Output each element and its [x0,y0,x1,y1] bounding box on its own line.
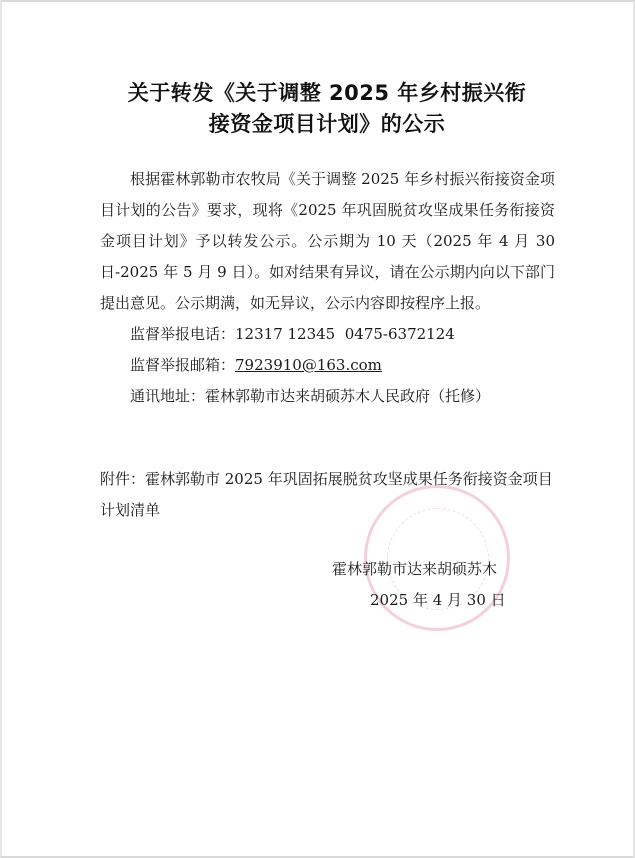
email-link[interactable]: 7923910@163.com [235,356,382,374]
attachment-note: 附件：霍林郭勒市 2025 年巩固拓展脱贫攻坚成果任务衔接资金项目计划清单 [100,470,553,519]
title-line-2: 接资金项目计划》的公示 [208,112,446,136]
title-line-1: 关于转发《关于调整 2025 年乡村振兴衔 [127,81,527,105]
hotline-label: 监督举报电话： [130,325,236,343]
document-title [107,78,547,140]
hotline-line [100,319,555,350]
email-label: 监督举报邮箱： [130,356,236,374]
notice-paragraph: 根据霍林郭勒市农牧局《关于调整 2025 年乡村振兴衔接资金项目计划的公告》要求，现将《2025 年巩固脱贫攻坚成果任务衔接资金项目计划》予以转发公示。公示期为 10 天（2025 年 4 月 30 日-2025 年 5 月 9 日）。如对结果有异议，请在公示期内向以下部门提出意见。公示期满，如无异议，公示内容即按程序上报。 [100,170,555,312]
address-label: 通讯地址： [130,387,206,405]
signature-organization: 霍林郭勒市达来胡硕苏木 [332,560,498,578]
signature-date: 2025 年 4 月 30 日 [370,591,506,609]
document-body [100,164,555,412]
email-line [100,350,555,381]
address-value: 霍林郭勒市达来胡硕苏木人民政府（托修） [205,387,491,405]
hotline-numbers: 12317 12345 0475-6372124 [235,325,455,343]
address-line [100,381,555,412]
signature-block [332,554,506,616]
